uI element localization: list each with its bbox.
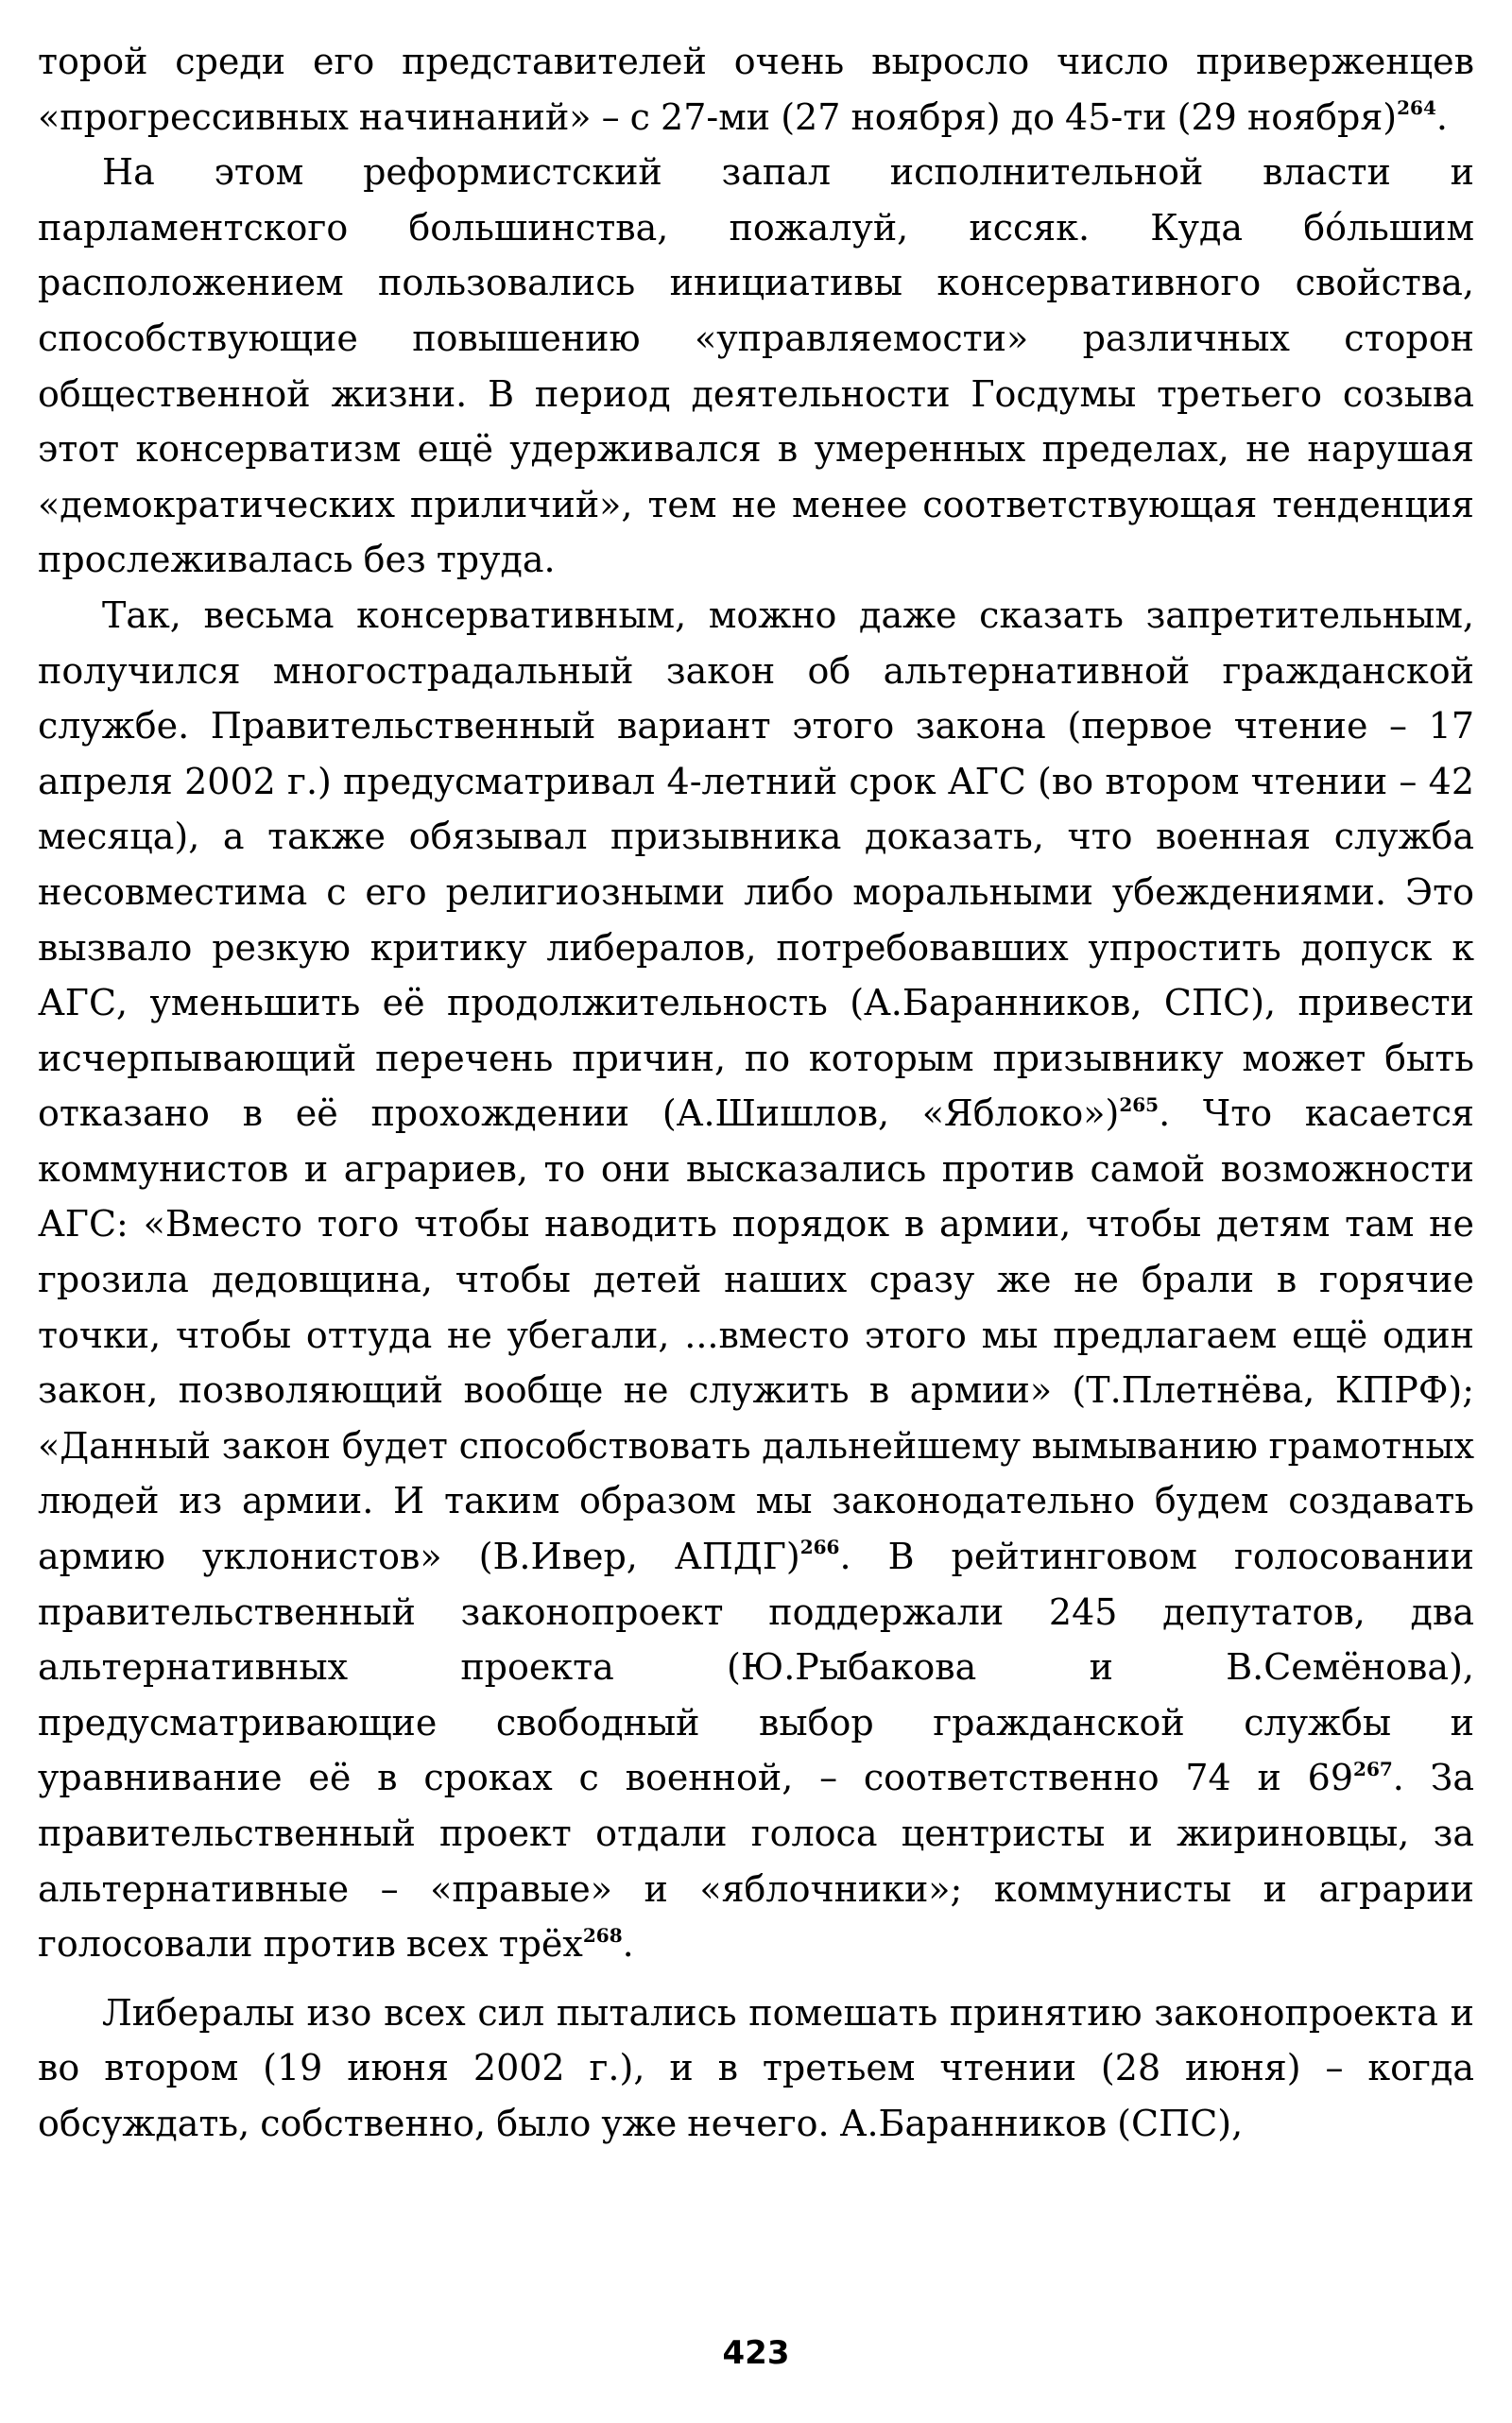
text-segment: . — [622, 1923, 634, 1966]
footnote-marker: 267 — [1353, 1757, 1393, 1780]
footnote-marker: 268 — [582, 1923, 623, 1947]
paragraph — [38, 34, 1474, 145]
text-segment: . В рейтинговом голосовании правительственный законопроект поддержали 245 депутатов, два альтернативных проекта (Ю.Рыбакова и В.Семёнова), предусматривающие свободный выбор гражданской службы и уравнивание её в сроках с военной, – соответственно 74 и 69 — [38, 1536, 1475, 1799]
paragraph — [38, 1985, 1474, 2152]
text-segment: . За правительственный проект отдали голоса центристы и жириновцы, за альтернативные – «правые» и «яблочники»; коммунисты и аграрии голосовали против всех трёх — [38, 1757, 1474, 1966]
paragraph — [38, 145, 1474, 588]
text-segment: . — [1435, 95, 1448, 138]
page-body — [38, 34, 1474, 2152]
text-segment: . Что касается коммунистов и аграриев, то они высказались против самой возможности АГС: «Вместо того чтобы наводить порядок в армии, чтобы детям там не грозила дедовщина, чтобы детей наших сразу же не брали в горячие точки, чтобы оттуда не убегали, ...вместо этого мы предлагаем ещё один закон, позволяющий вообще не служить в армии» (Т.Плетнёва, КПРФ); «Данный закон будет способствовать дальнейшему вымыванию грамотных людей из армии. И таким образом мы законодательно будем создавать армию уклонистов» (В.Ивер, АПДГ) — [38, 1092, 1475, 1578]
text-segment: Так, весьма консервативным, можно даже сказать запретительным, получился многострадальный закон об альтернативной гражданской службе. Правительственный вариант этого закона (первое чтение – 17 апреля 2002 г.) предусматривал 4-летний срок АГС (во втором чтении – 42 месяца), а также обязывал призывника доказать, что военная служба несовместима с его религиозными либо моральными убеждениями. Это вызвало резкую критику либералов, потребовавших упростить допуск к АГС, уменьшить её продолжительность (А.Баранников, СПС), привести исчерпывающий перечень причин, по которым призывнику может быть отказано в её прохождении (А.Шишлов, «Яблоко») — [38, 593, 1474, 1135]
footnote-marker: 264 — [1397, 95, 1436, 119]
text-segment: Либералы изо всех сил пытались помешать принятию законопроекта и во втором (19 июня 2002 г.), и в третьем чтении (28 июня) – когда обсуждать, собственно, было уже нечего. А.Баранников (СПС), — [38, 1991, 1474, 2144]
paragraph — [38, 588, 1474, 1972]
page-number: 423 — [722, 2334, 790, 2372]
text-segment: На этом реформистский запал исполнительной власти и парламентского большинства, пожалуй, иссяк. Куда бóльшим расположением пользовались инициативы консервативного свойства, способствующие повышению «управляемости» различных сторон общественной жизни. В период деятельности Госдумы третьего созыва этот консерватизм ещё удерживался в умеренных пределах, не нарушая «демократических приличий», тем не менее соответствующая тенденция прослеживалась без труда. — [38, 151, 1474, 581]
text-segment: торой среди его представителей очень выросло число приверженцев «прогрессивных начинаний» – с 27-ми (27 ноября) до 45-ти (29 ноября) — [38, 41, 1474, 138]
footnote-marker: 266 — [799, 1536, 840, 1559]
footnote-marker: 265 — [1119, 1092, 1160, 1116]
